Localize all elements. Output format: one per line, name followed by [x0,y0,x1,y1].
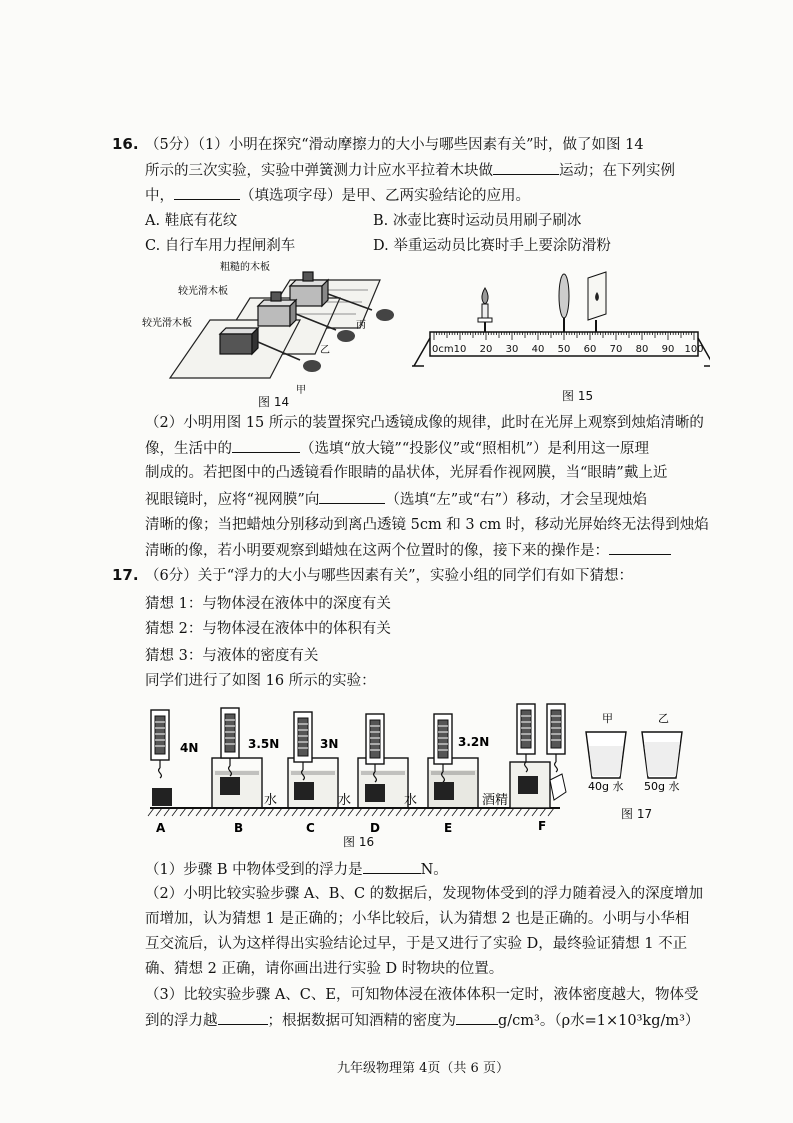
q16-part2-line-2 [145,439,649,458]
label-smooth-board-1: 较光滑木板 [178,286,228,297]
hand-yi [337,330,355,342]
q16-line-3 [145,186,530,205]
q16-blank-option[interactable] [174,186,240,200]
label-yi: 乙 [320,345,330,356]
reading-c: 3N [320,737,339,751]
cup-jia-label: 甲 [602,712,613,725]
q17-part1 [145,860,448,879]
q16-line-2a: 所示的三次实验，实验中弹簧测力计应水平拉着木块做 [145,163,493,179]
step-label-c: C [306,821,315,835]
q17-part2-line-2: 而增加，认为猜想 1 是正确的；小华比较后，认为猜想 2 也是正确的。小明与小华相 [145,911,690,927]
ruler-label-2: 20 [479,344,493,355]
figure-16-caption: 图 16 [343,835,375,849]
step-label-a: A [156,821,166,835]
q16-line-3b: （填选项字母）是甲、乙两实验结论的应用。 [240,188,530,204]
liquid-c: 水 [338,793,352,808]
label-bing: 丙 [356,320,366,331]
q16-option-a: A. 鞋底有花纹 [145,213,238,229]
q17-part3-line-1: （3）比较实验步骤 A、C、E，可知物体浸在液体体积一定时，液体密度越大，物体受 [145,987,699,1003]
figure-16-buoyancy-experiment [140,700,580,850]
q16-blank-direction[interactable] [319,490,385,504]
q17-part1a: （1）步骤 B 中物体受到的浮力是 [145,862,363,878]
q16-line-2 [145,161,675,180]
question-16-number: 16. [112,135,139,153]
q16-option-b: B. 冰壶比赛时运动员用刷子刷冰 [373,213,582,229]
ruler-label-3: 30 [505,344,519,355]
q16-part2-line-4b: （选填“左”或“右”）移动，才会呈现烛焰 [385,492,647,508]
figure-15-caption: 图 15 [562,389,594,403]
q17-blank-buoyancy[interactable] [363,860,421,874]
step-label-b: B [234,821,244,835]
q16-blank-device[interactable] [232,439,300,453]
q17-lead: 同学们进行了如图 16 所示的实验： [145,673,376,689]
q16-part2-line-2b: （选填“放大镜”“投影仪”或“照相机”）是利用这一原理 [300,441,649,457]
q17-blank-density[interactable] [456,1011,498,1025]
spring-scale-b [221,708,239,776]
spring-scale-c [294,712,312,780]
label-jia: 甲 [296,385,306,396]
hand-bing [376,309,394,321]
q17-part3-line-2a: 到的浮力越 [145,1013,218,1029]
q17-part1b: N。 [420,862,448,878]
q16-part2-line-1: （2）小明用图 15 所示的装置探究凸透镜成像的规律，此时在光屏上观察到烛焰清晰的 [145,415,704,431]
spring-scale-a [151,710,169,778]
ruler-label-8: 80 [635,344,649,355]
step-label-e: E [444,821,453,835]
candle-flame [482,288,488,304]
ruler-label-0: 0cm [432,344,454,355]
liquid-d: 水 [404,793,418,808]
q17-guess-1: 猜想 1：与物体浸在液体中的深度有关 [145,596,391,612]
q16-option-c: C. 自行车用力捏闸刹车 [145,238,296,254]
liquid-e: 酒精 [482,793,509,808]
convex-lens [559,274,569,318]
step-label-f: F [538,819,547,833]
question-17-number: 17. [112,566,139,584]
block-e [434,782,454,800]
candle [482,304,488,318]
q17-part3-line-2b: ；根据数据可知酒精的密度为 [267,1013,456,1029]
ruler-label-10: 100 [684,344,704,355]
block-d [365,784,385,802]
q17-guess-2: 猜想 2：与物体浸在液体中的体积有关 [145,621,391,637]
q16-option-d: D. 举重运动员比赛时手上要涂防滑粉 [373,238,611,254]
q16-part2-line-6: 清晰的像，若小明要观察到蜡烛在这两个位置时的像，接下来的操作是： [145,543,609,559]
ruler-label-9: 90 [661,344,675,355]
catch-cup-f [550,774,566,800]
liquid-b: 水 [264,793,278,808]
q16-part2-line-5: 清晰的像；当把蜡烛分别移动到离凸透镜 5cm 和 3 cm 时，移动光屏始终无法得到烛焰 [145,517,709,533]
step-label-d: D [370,821,380,835]
ruler-label-4: 40 [531,344,545,355]
q17-blank-comparison[interactable] [218,1011,268,1025]
figure-17-caption: 图 17 [621,807,653,821]
reading-e: 3.2N [458,735,490,749]
ruler-label-5: 50 [557,344,571,355]
q17-part2-line-1: （2）小明比较实验步骤 A、B、C 的数据后，发现物体受到的浮力随着浸入的深度增加 [145,886,704,902]
q17-part2-line-4: 确、猜想 2 正确，请你画出进行实验 D 时物块的位置。 [145,961,504,977]
q16-blank-operation[interactable] [609,541,671,555]
q16-line-3a: 中， [145,188,174,204]
q17-part3-line-2 [145,1011,699,1030]
q16-part2-line-4a: 视眼镜时，应将“视网膜”向 [145,492,320,508]
ruler-label-7: 70 [609,344,623,355]
q16-part2-line-6 [145,541,671,560]
q16-part2-line-4 [145,490,647,509]
q16-part2-line-3: 制成的。若把图中的凸透镜看作眼睛的晶状体，光屏看作视网膜，当“眼睛”戴上近 [145,465,668,481]
q16-line-1: （5分）（1）小明在探究“滑动摩擦力的大小与哪些因素有关”时，做了如图 14 [145,137,644,153]
q16-line-2b: 运动；在下列实例 [559,163,675,179]
figure-14-caption: 图 14 [258,395,290,409]
label-rough-board: 粗糙的木板 [220,262,270,273]
q17-part2-line-3: 互交流后，认为这样得出实验结论过早，于是又进行了实验 D，最终验证猜想 1 不正 [145,936,688,952]
cup-jia-mass: 40g 水 [588,780,624,793]
figure-17-cups [580,708,700,798]
page-footer: 九年级物理第 4页（共 6 页） [337,1061,509,1076]
label-smooth-board-2: 较光滑木板 [142,318,192,329]
block-a [152,788,172,806]
weight-on-block [303,272,313,281]
q17-intro: （6分）关于“浮力的大小与哪些因素有关”，实验小组的同学们有如下猜想： [145,568,634,584]
hand-jia [303,360,321,372]
ruler-label-6: 60 [583,344,597,355]
cup-yi-label: 乙 [658,712,669,725]
reading-b: 3.5N [248,737,280,751]
q16-part2-line-2a: 像，生活中的 [145,441,232,457]
figure-15-optical-bench [410,268,710,380]
block-b [220,777,240,795]
q17-part3-line-2c: g/cm³。（ρ水=1×10³kg/m³） [498,1013,700,1029]
ruler-label-1: 10 [453,344,467,355]
reading-a: 4N [180,741,199,755]
block-f [518,776,538,794]
q17-guess-3: 猜想 3：与液体的密度有关 [145,648,319,664]
figure-14-friction-diagram [140,258,410,398]
q16-blank-motion[interactable] [493,161,559,175]
cup-yi-mass: 50g 水 [644,780,680,793]
block-c [294,782,314,800]
